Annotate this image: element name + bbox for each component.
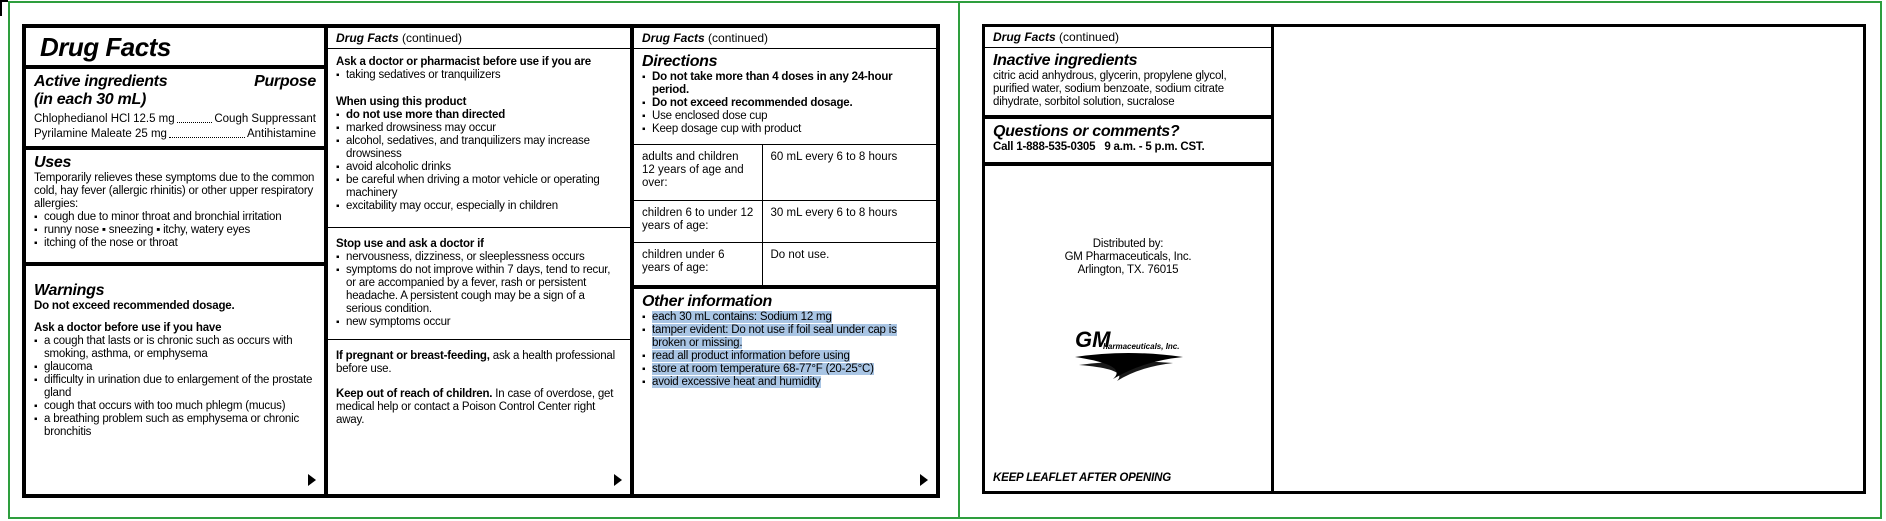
ingredient-row [34, 127, 316, 142]
logo-swoosh-icon [1073, 313, 1193, 383]
inactive-text: citric acid anhydrous, glycerin, propylene glycol, purified water, sodium benzoate, sodium citrate dihydrate, sorbitol solution, sucralose [993, 70, 1227, 108]
questions-text: Call 1-888-535-0305 9 a.m. - 5 p.m. CST. [993, 141, 1205, 153]
list-item: ▪ symptoms do not improve within 7 days, tend to recur, or are accompanied by a fever, rash or persistent headache. A persistent cough may be a sign of a serious condition. [336, 264, 622, 316]
dosage-who: adults and children 12 years of age and over: [634, 145, 762, 201]
dosage-who: children under 6 years of age: [634, 243, 762, 285]
other-info-section [634, 285, 936, 393]
inactive-ingredients-section [985, 48, 1271, 119]
keep-leaflet-notice: KEEP LEAFLET AFTER OPENING [993, 472, 1171, 484]
continued-bold: Drug Facts [642, 31, 705, 45]
continued-rest: (continued) [398, 31, 463, 45]
crop-mark [0, 0, 8, 16]
highlighted-text: avoid excessive heat and humidity [652, 375, 821, 388]
continued-bold: Drug Facts [993, 30, 1056, 44]
list-item: ▪ cough that occurs with too much phlegm (mucus) [34, 400, 316, 413]
table-row [634, 201, 936, 243]
list-item: ▪ excitability may occur, especially in children [336, 200, 622, 213]
blank-panel [1274, 24, 1866, 494]
continue-arrow-icon [614, 474, 622, 486]
active-ingredients-section [26, 69, 324, 150]
panel-drug-facts-continued-1 [328, 24, 634, 498]
other-info-heading: Other information [642, 292, 773, 310]
keep-out-rest: In case of overdose, get medical help or contact a Poison Control Center right away. [336, 388, 614, 426]
ingredient-purpose: Antihistamine [246, 128, 316, 140]
list-item: ▪ glaucoma [34, 361, 316, 374]
list-item: ▪ nervousness, dizziness, or sleeplessness occurs [336, 251, 622, 264]
table-row [634, 243, 936, 285]
list-item [642, 311, 928, 324]
panel-drug-facts-continued-3 [982, 24, 1274, 494]
questions-section [985, 119, 1271, 166]
company-address: Arlington, TX. 76015 [1077, 264, 1179, 276]
warnings-heading: Warnings [34, 282, 105, 299]
highlighted-text: read all product information before using [652, 349, 850, 362]
list-item [642, 376, 928, 389]
list-item: ▪ cough due to minor throat and bronchial irritation [34, 211, 316, 224]
dosage-table [634, 144, 936, 285]
ask-doctor-heading: Ask a doctor before use if you have [34, 322, 222, 334]
ask-pharmacist-heading: Ask a doctor or pharmacist before use if you are [336, 56, 591, 68]
highlighted-text: each 30 mL contains: Sodium 12 mg [652, 310, 832, 323]
list-item: ▪ Use enclosed dose cup [642, 110, 928, 123]
list-item: ▪ alcohol, sedatives, and tranquilizers may increase drowsiness [336, 135, 622, 161]
warnings-line: Do not exceed recommended dosage. [34, 300, 235, 312]
logo-subtext: harmaceuticals, Inc. [1103, 342, 1180, 351]
list-item [642, 363, 928, 376]
dosage-amount: 30 mL every 6 to 8 hours [762, 201, 936, 243]
drug-facts-title: Drug Facts [26, 28, 324, 69]
highlighted-text: tamper evident: Do not use if foil seal under cap is broken or missing. [652, 323, 897, 349]
continue-arrow-icon [920, 474, 928, 486]
list-item: ▪ Do not take more than 4 doses in any 24-hour period. [642, 71, 928, 97]
continued-label [985, 27, 1271, 48]
distributor-block [985, 238, 1271, 277]
continued-bold: Drug Facts [336, 31, 399, 45]
highlighted-text: store at room temperature 68-77°F (20-25°C) [652, 362, 874, 375]
directions-heading: Directions [642, 53, 718, 70]
keep-out-bold: Keep out of reach of children. [336, 388, 493, 400]
stop-use-section [328, 228, 630, 339]
continued-rest: (continued) [704, 31, 769, 45]
leader-dots [177, 112, 213, 123]
logo-text: GM [1075, 327, 1111, 352]
when-using-heading: When using this product [336, 96, 467, 108]
ingredient-purpose: Cough Suppressant [214, 113, 316, 125]
list-item: ▪ Do not exceed recommended dosage. [642, 97, 928, 110]
pregnancy-section [328, 340, 630, 431]
list-item: ▪ a cough that lasts or is chronic such as occurs with smoking, asthma, or emphysema [34, 335, 316, 361]
list-item: ▪ marked drowsiness may occur [336, 122, 622, 135]
list-item: ▪ do not use more than directed [336, 109, 622, 122]
active-subheading: (in each 30 mL) [34, 91, 146, 108]
uses-section [26, 150, 324, 266]
warnings-section [26, 266, 324, 443]
continued-label [634, 28, 936, 49]
dosage-amount: 60 mL every 6 to 8 hours [762, 145, 936, 201]
dieline-fold [958, 2, 960, 518]
list-item: ▪ runny nose ▪ sneezing ▪ itchy, watery eyes [34, 224, 316, 237]
leader-dots [169, 127, 245, 138]
ingredient-name: Chlophedianol HCl 12.5 mg [34, 113, 175, 125]
list-item: ▪ Keep dosage cup with product [642, 123, 928, 136]
inactive-heading: Inactive ingredients [993, 52, 1138, 69]
list-item: ▪ avoid alcoholic drinks [336, 161, 622, 174]
list-item: ▪ new symptoms occur [336, 316, 622, 329]
ingredient-row [34, 112, 316, 127]
list-item: ▪ a breathing problem such as emphysema or chronic bronchitis [34, 413, 316, 439]
continued-rest: (continued) [1055, 30, 1120, 44]
table-row [634, 145, 936, 201]
distributed-by-label: Distributed by: [1092, 238, 1164, 250]
dosage-who: children 6 to under 12 years of age: [634, 201, 762, 243]
continue-arrow-icon [308, 474, 316, 486]
ingredient-name: Pyrilamine Maleate 25 mg [34, 128, 167, 140]
panel-drug-facts-continued-2 [634, 24, 940, 498]
continued-label [328, 28, 630, 49]
uses-intro: Temporarily relieves these symptoms due to the common cold, hay fever (allergic rhinitis) or other upper respiratory allergies: [34, 172, 315, 210]
list-item [642, 324, 928, 350]
pregnancy-rest: ask a health professional before use. [336, 350, 615, 375]
list-item [642, 350, 928, 363]
gm-pharmaceuticals-logo [1073, 313, 1193, 388]
ask-pharmacist-section [328, 49, 630, 227]
purpose-heading: Purpose [254, 73, 316, 90]
uses-heading: Uses [34, 154, 72, 171]
list-item: ▪ itching of the nose or throat [34, 237, 316, 250]
list-item: ▪ be careful when driving a motor vehicle or operating machinery [336, 174, 622, 200]
pregnancy-bold: If pregnant or breast-feeding, [336, 350, 490, 362]
list-item: ▪ difficulty in urination due to enlargement of the prostate gland [34, 374, 316, 400]
active-ingredients-heading: Active ingredients [34, 73, 168, 90]
company-name: GM Pharmaceuticals, Inc. [1064, 251, 1192, 263]
directions-section [634, 49, 936, 144]
stop-use-heading: Stop use and ask a doctor if [336, 238, 484, 250]
list-item: ▪ taking sedatives or tranquilizers [336, 69, 622, 82]
panel-drug-facts [22, 24, 328, 498]
questions-heading: Questions or comments? [993, 123, 1180, 140]
dosage-amount: Do not use. [762, 243, 936, 285]
